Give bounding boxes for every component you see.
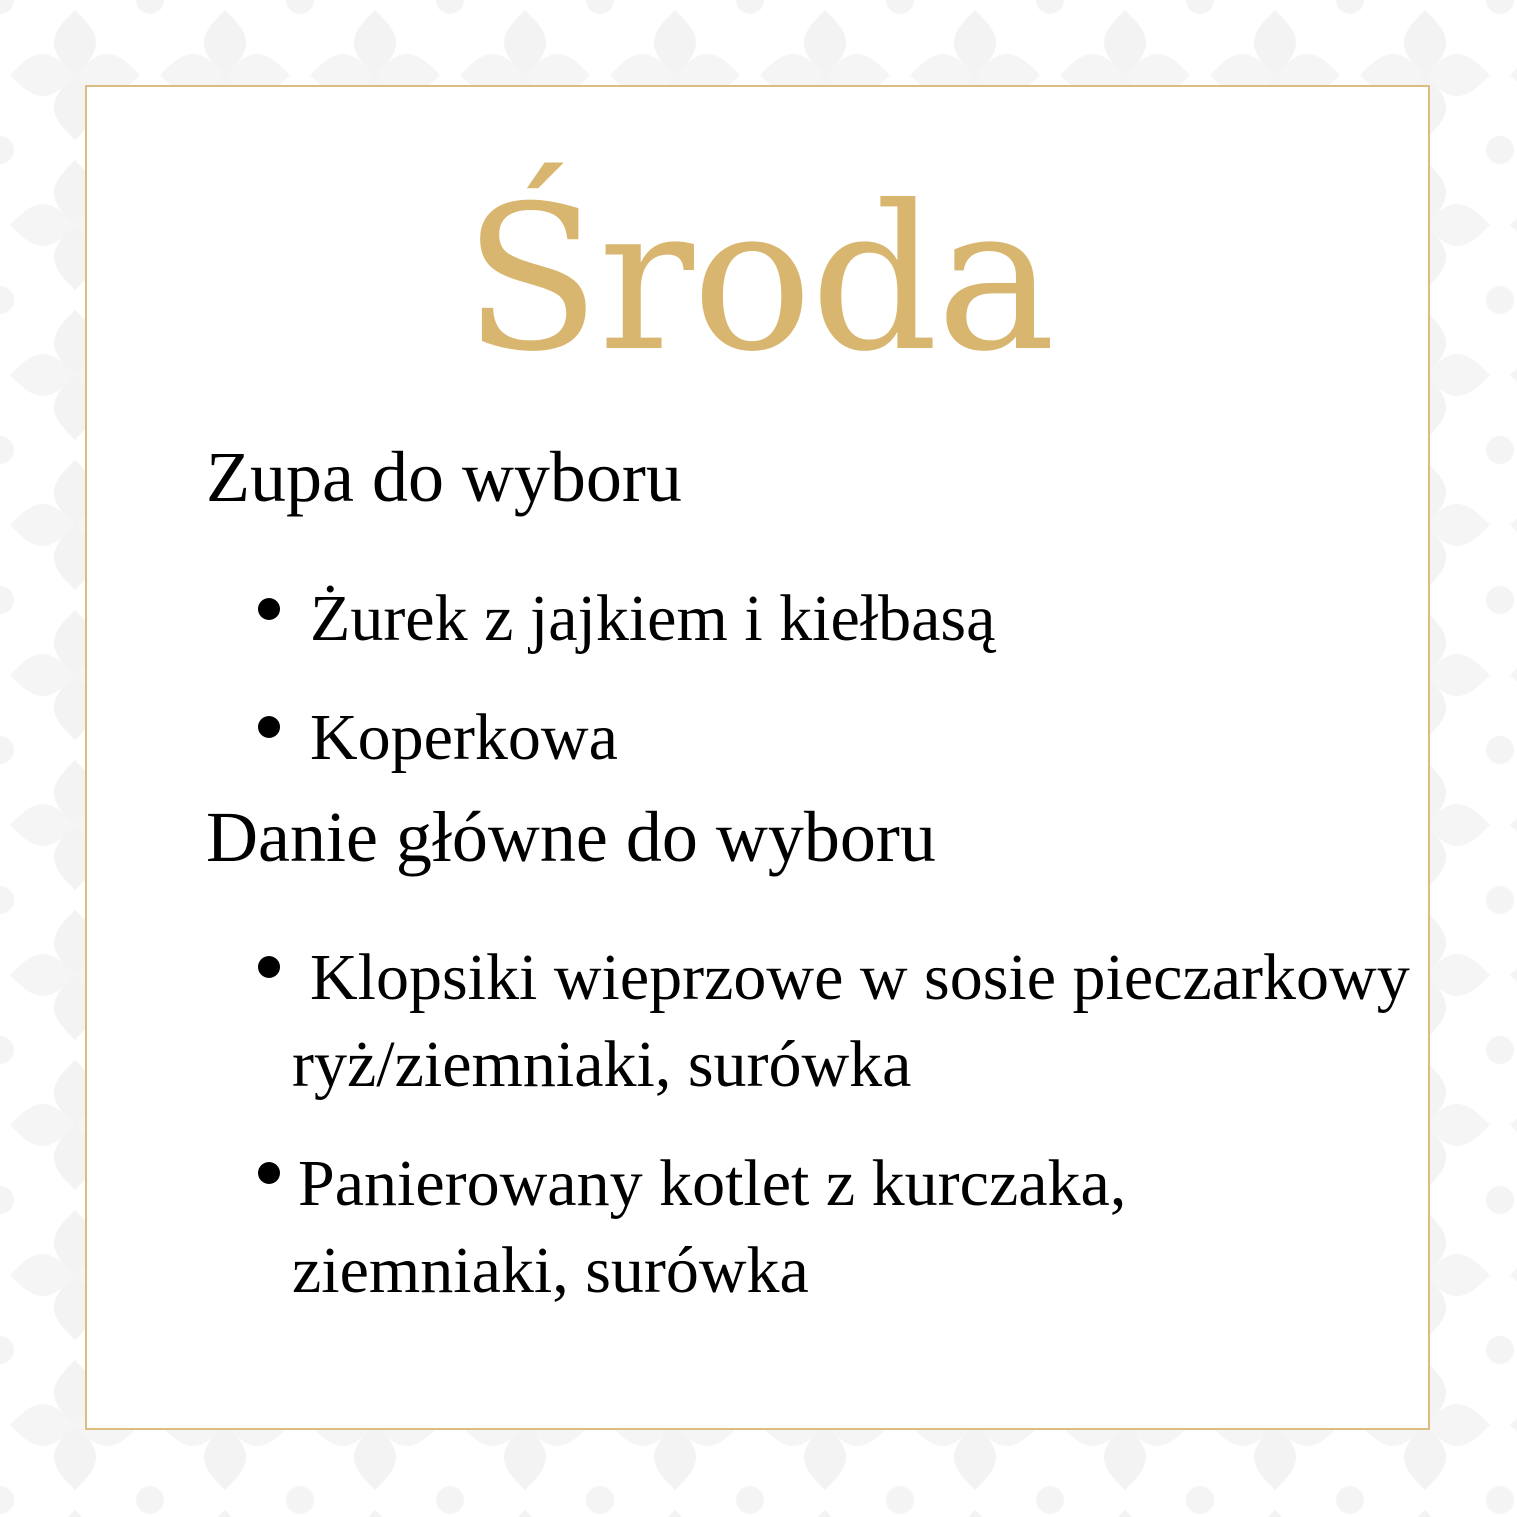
bullet-icon — [258, 716, 280, 738]
list-item-continuation: ryż/ziemniaki, surówka — [292, 1028, 912, 1101]
section-heading-soup: Zupa do wyboru — [206, 437, 682, 517]
list-item-continuation: ziemniaki, surówka — [292, 1234, 809, 1307]
section-heading-main-dish: Danie główne do wyboru — [206, 797, 936, 877]
day-title: Środa — [463, 163, 1054, 396]
list-item: Żurek z jajkiem i kiełbasą — [310, 582, 996, 655]
bullet-icon — [258, 598, 280, 620]
list-item: Koperkowa — [310, 701, 618, 774]
bullet-icon — [258, 956, 280, 978]
list-item: Panierowany kotlet z kurczaka, — [298, 1147, 1127, 1220]
bullet-icon — [258, 1162, 280, 1184]
list-item: Klopsiki wieprzowe w sosie pieczarkowy — [310, 941, 1410, 1014]
